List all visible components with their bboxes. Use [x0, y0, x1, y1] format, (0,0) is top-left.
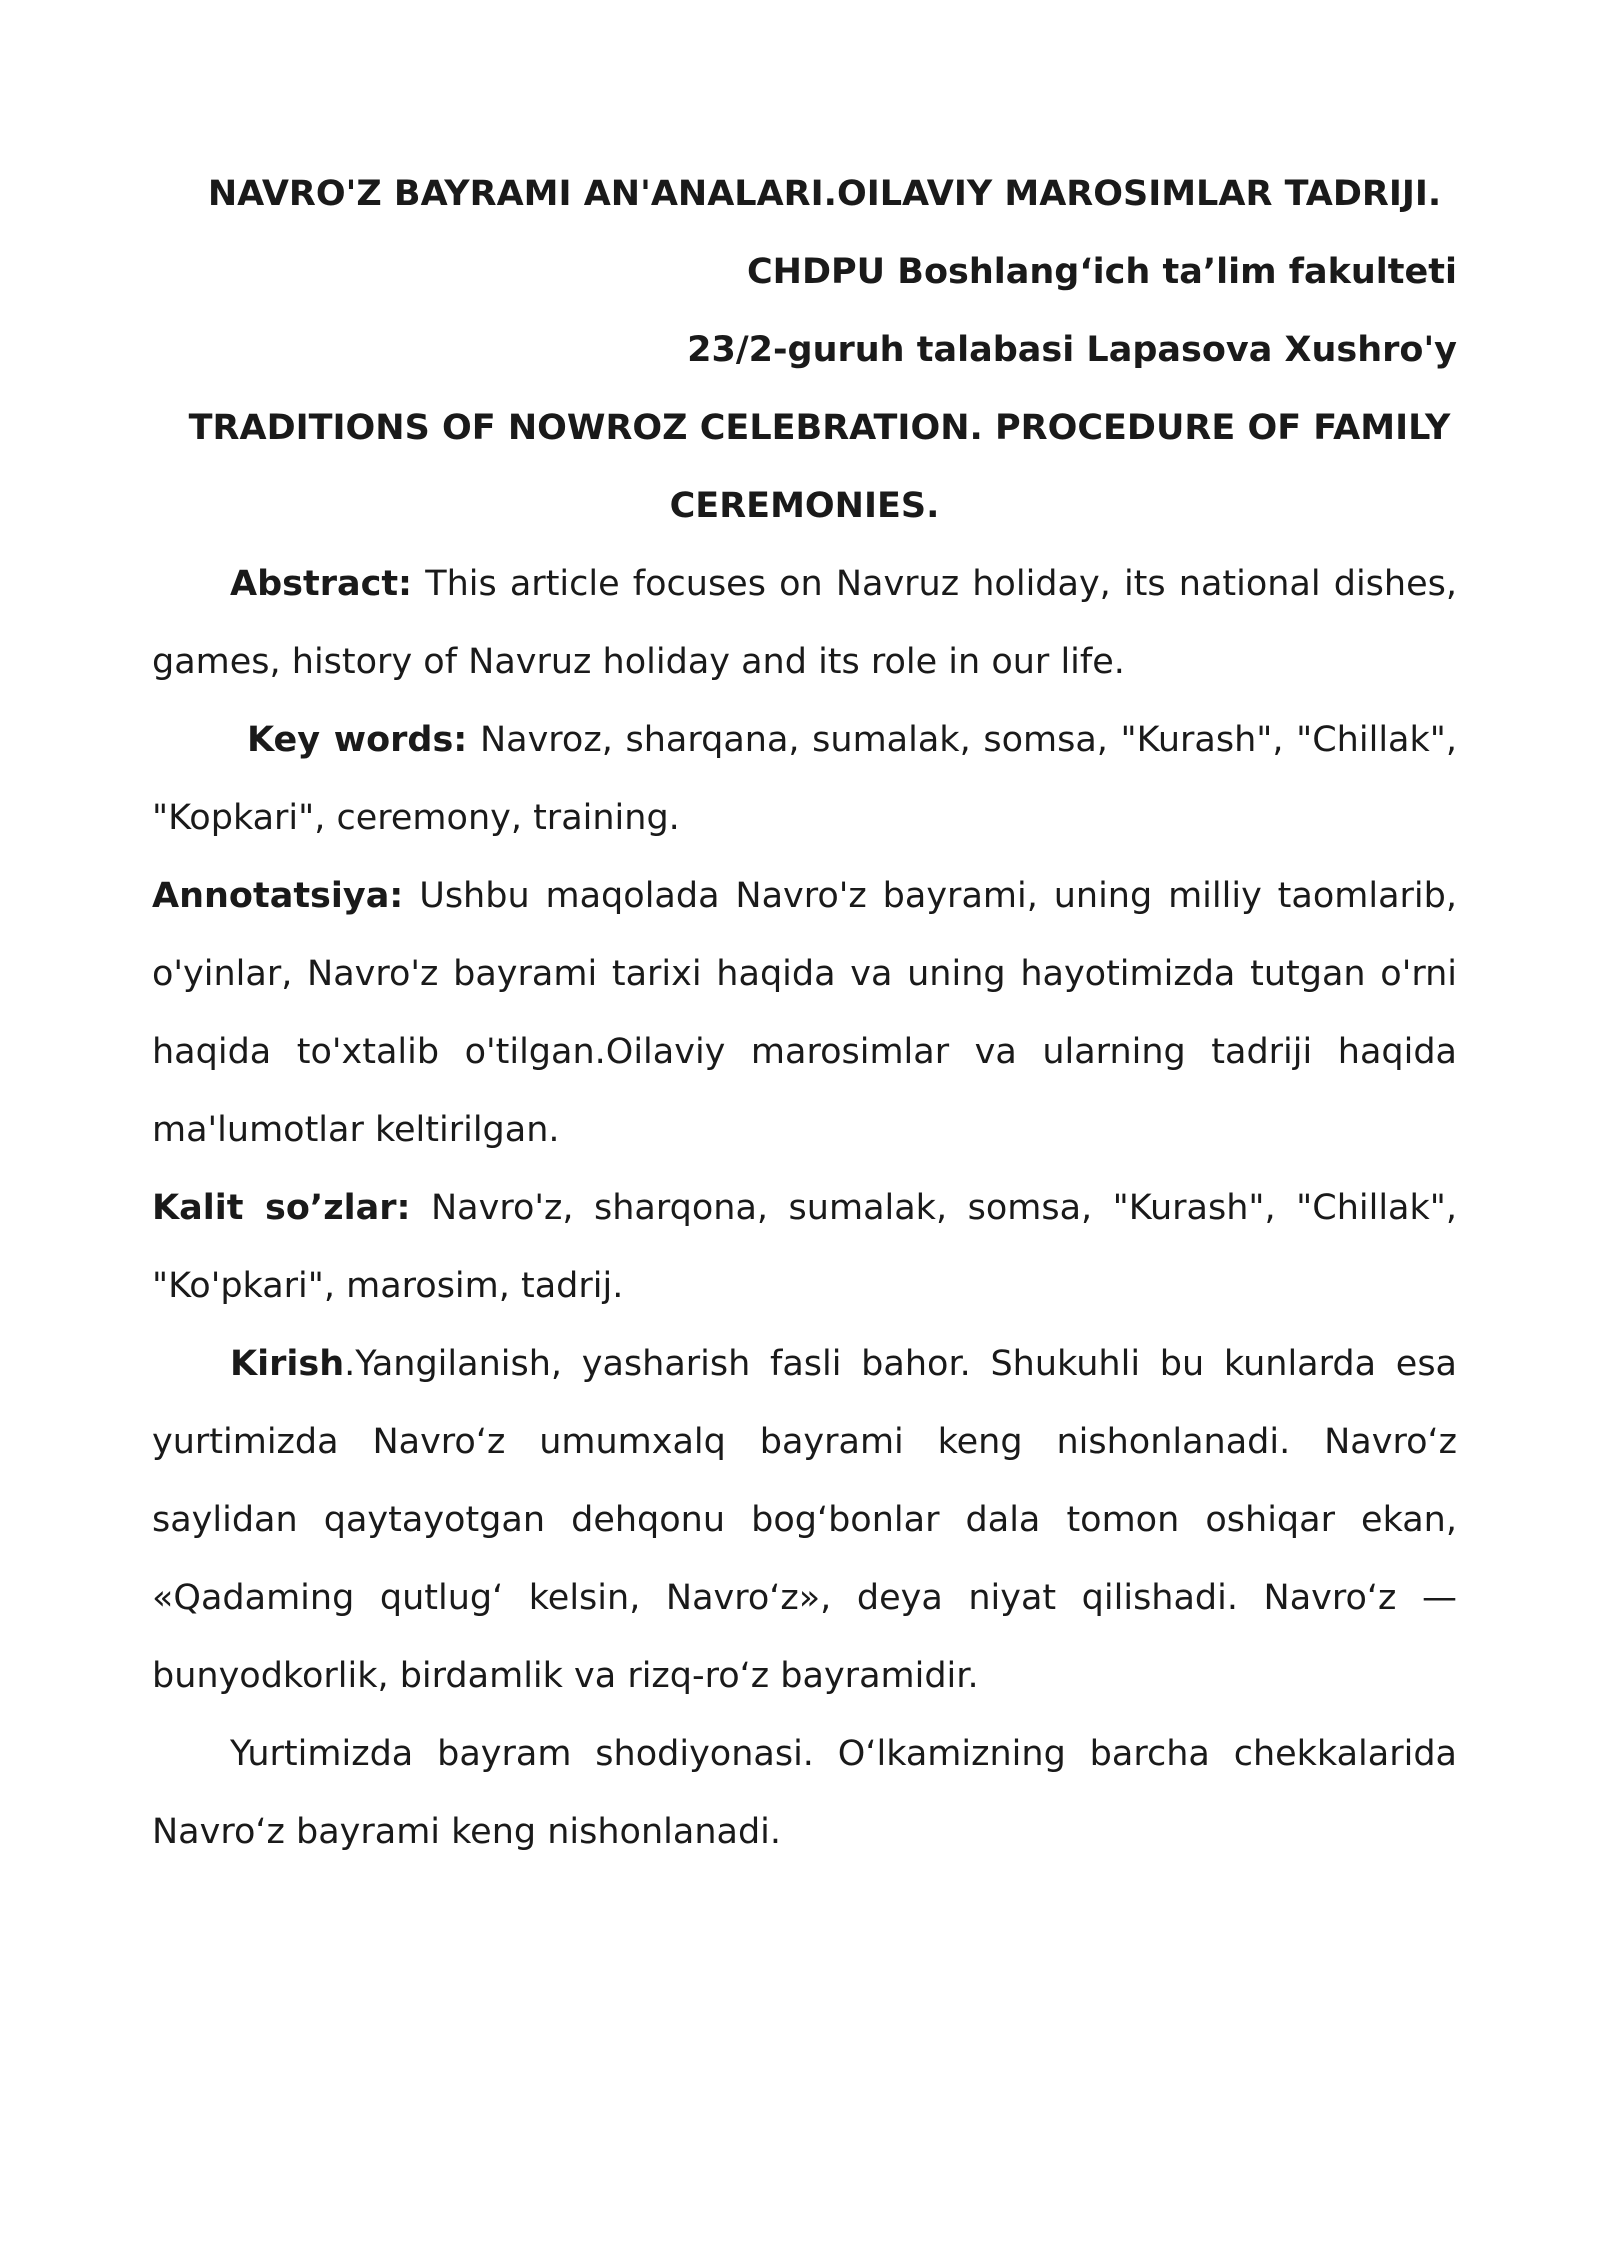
abstract-label: Abstract:: [230, 564, 413, 604]
kirish-paragraph: [152, 1325, 1457, 1715]
abstract-paragraph: [152, 545, 1457, 701]
keywords-paragraph: [152, 701, 1457, 857]
annotatsiya-label: Annotatsiya:: [152, 876, 404, 916]
keywords-text: Navroz, sharqana, sumalak, somsa, "Kurash", "Chillak", "Kopkari", ceremony, training.: [152, 720, 1457, 838]
kalit-label: Kalit so’zlar:: [152, 1188, 411, 1228]
title-english-line1: TRADITIONS OF NOWROZ CELEBRATION. PROCEDURE OF FAMILY: [188, 408, 1451, 448]
title-english-line2: CEREMONIES.: [669, 486, 940, 526]
keywords-label: Key words:: [247, 720, 468, 760]
title-uzbek: NAVRO'Z BAYRAMI AN'ANALARI.OILAVIY MAROSIMLAR TADRIJI.: [207, 174, 1442, 214]
body-paragraph-2: Yurtimizda bayram shodiyonasi. O‘lkamizning barcha chekkalarida Navro‘z bayrami keng nishonlanadi.: [152, 1734, 1457, 1852]
kirish-label: Kirish: [230, 1344, 345, 1384]
abstract-text: This article focuses on Navruz holiday, its national dishes, games, history of Navruz holiday and its role in our life.: [152, 564, 1457, 682]
kirish-text: .Yangilanish, yasharish fasli bahor. Shukuhli bu kunlarda esa yurtimizda Navro‘z umumxalq bayrami keng nishonlanadi. Navro‘z saylidan qaytayotgan dehqonu bog‘bonlar dala tomon oshiqar ekan, «Qadaming qutlug‘ kelsin, Navro‘z», deya niyat qilishadi. Navro‘z — bunyodkorlik, birdamlik va rizq-ro‘z bayramidir.: [152, 1344, 1457, 1696]
author-line: 23/2-guruh talabasi Lapasova Xushro'y: [687, 330, 1457, 370]
document-page: [152, 155, 1457, 1871]
annotatsiya-paragraph: [152, 857, 1457, 1169]
affiliation: CHDPU Boshlang‘ich ta’lim fakulteti: [746, 252, 1457, 292]
kalit-paragraph: [152, 1169, 1457, 1325]
annotatsiya-text: Ushbu maqolada Navro'z bayrami, uning milliy taomlarib, o'yinlar, Navro'z bayrami tarixi haqida va uning hayotimizda tutgan o'rni haqida to'xtalib o'tilgan.Oilaviy marosimlar va ularning tadriji haqida ma'lumotlar keltirilgan.: [152, 876, 1457, 1150]
kalit-text: Navro'z, sharqona, sumalak, somsa, "Kurash", "Chillak", "Ko'pkari", marosim, tadrij.: [152, 1188, 1457, 1306]
